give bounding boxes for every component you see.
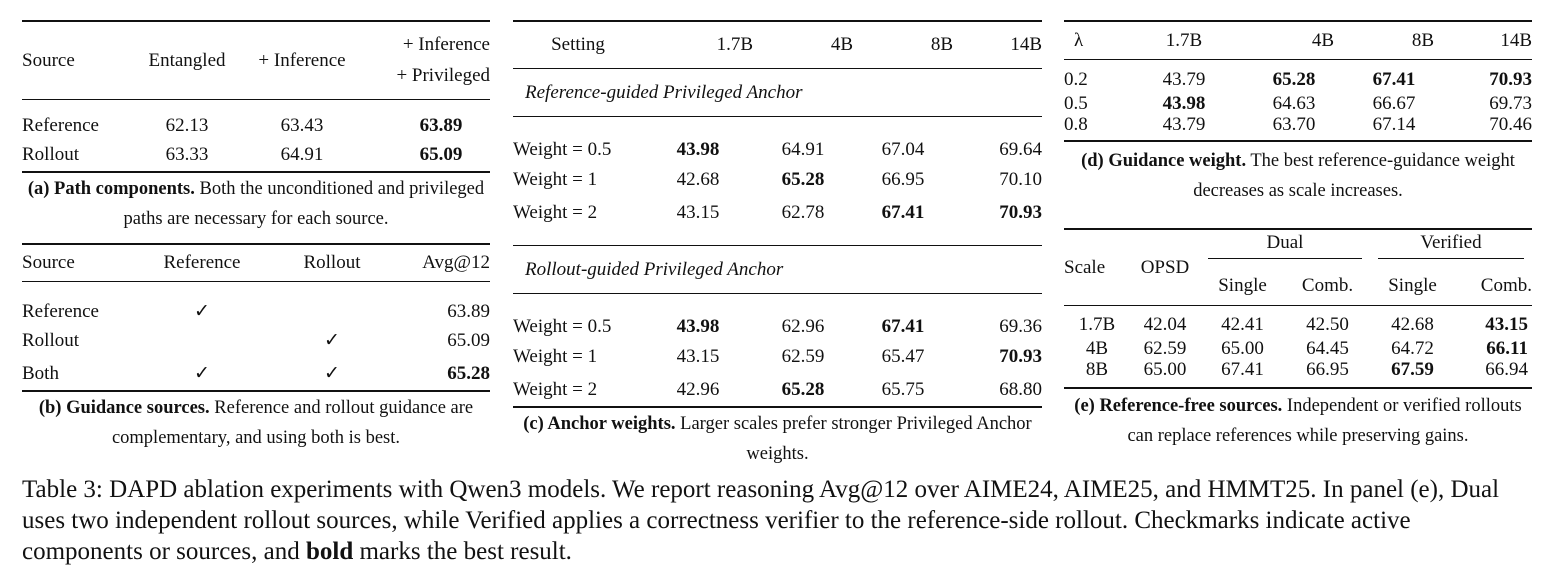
panel-e-cell: 67.59 (1391, 359, 1434, 380)
panel-e-cell: 66.11 (1486, 337, 1528, 359)
check-icon: ✓ (324, 330, 340, 351)
panel-c-cell: 65.28 (781, 168, 825, 190)
panel-e-header-dual-single: Single (1218, 275, 1267, 297)
table-row (513, 116, 1042, 163)
panel-e-table (1064, 228, 1532, 389)
panel-e-cell: 8B (1085, 359, 1109, 380)
panel-a-header-inference: + Inference (258, 49, 346, 71)
panel-c-cell: 65.28 (781, 378, 825, 400)
panel-c-cell: 70.10 (999, 168, 1042, 190)
panel-c-caption-label: (c) Anchor weights. (523, 414, 676, 434)
panel-e-caption (1064, 391, 1532, 451)
panel-d-cell: 43.79 (1162, 69, 1206, 90)
panel-a-cell: 63.33 (165, 144, 209, 165)
panel-a-cell: 65.09 (419, 144, 463, 165)
panel-c-caption-text: Larger scales prefer stronger Privileged Anchor weights. (680, 414, 1032, 464)
panel-a-cell: 63.89 (419, 115, 463, 136)
check-icon (132, 325, 272, 356)
panel-c-cell: 64.91 (781, 139, 825, 160)
panel-c-cell: Weight = 0.5 (513, 316, 612, 337)
table-row (513, 163, 1042, 195)
check-icon: ✓ (194, 362, 210, 384)
panel-c-cell: 42.68 (676, 168, 720, 190)
panel-d-cell: 70.93 (1489, 69, 1532, 90)
panel-c-cell: 62.78 (781, 202, 825, 223)
panel-a-header-line1: + Inference (402, 34, 490, 56)
check-icon: ✓ (194, 301, 210, 322)
panel-c-cell: 66.95 (881, 168, 925, 190)
panel-e-caption-text: Independent or verified rollouts can replace references while preserving gains. (1127, 396, 1522, 446)
panel-e-header-dual-label: Dual (1208, 233, 1362, 259)
panel-b-caption (22, 393, 490, 453)
panel-c-cell: Weight = 1 (513, 168, 598, 190)
panel-a (22, 20, 490, 234)
panel-a-caption-label: (a) Path components. (27, 179, 195, 199)
panel-a-cell: Rollout (22, 144, 80, 165)
panel-e-header-opsd: OPSD (1140, 256, 1190, 278)
panel-d-header-4b: 4B (1311, 29, 1334, 51)
panel-a-header-line2: + Privileged (396, 65, 490, 87)
panel-e-cell: 42.68 (1391, 314, 1434, 335)
table-row (22, 325, 490, 356)
panel-c-header-1-7b: 1.7B (716, 34, 753, 56)
panel-c-cell: 70.93 (999, 202, 1042, 223)
panel-d-cell: 69.73 (1489, 92, 1532, 114)
panel-e-header-scale: Scale (1064, 256, 1106, 278)
panel-e-header-dual-comb: Comb. (1301, 275, 1354, 297)
table-row (22, 138, 490, 172)
table-row (22, 281, 490, 325)
table-row (513, 340, 1042, 372)
panel-e-header-verified-label: Verified (1378, 233, 1524, 259)
panel-c-cell: 43.15 (676, 202, 720, 223)
panel-d-cell: 64.63 (1272, 92, 1316, 114)
panel-d-cell: 0.2 (1064, 69, 1088, 90)
panel-c-header-14b: 14B (1010, 34, 1042, 56)
panel-c-cell: Weight = 1 (513, 345, 598, 367)
panel-c-cell: 65.75 (881, 378, 925, 400)
table-row (513, 372, 1042, 407)
panel-a-header-inference-privileged (362, 21, 490, 99)
panel-c-cell: 69.36 (999, 316, 1042, 337)
panel-c-cell: 62.96 (781, 316, 825, 337)
panel-e-cell: 65.00 (1143, 359, 1187, 380)
panel-c-cell: 65.47 (881, 345, 925, 367)
panel-d (1064, 20, 1532, 206)
check-icon: ✓ (324, 362, 340, 384)
panel-c-cell: 70.93 (999, 345, 1042, 367)
panel-c-spacer (513, 229, 1042, 245)
panel-b-cell: 65.09 (447, 330, 490, 351)
table-caption-text-end: marks the best result. (353, 538, 572, 565)
panel-b-table (22, 243, 490, 392)
panel-d-header-lambda: λ (1074, 29, 1084, 51)
table-row (1064, 305, 1532, 336)
panel-c-cell: Weight = 2 (513, 202, 598, 223)
panel-d-cell: 0.5 (1064, 92, 1088, 114)
panel-e-cell: 62.59 (1143, 337, 1187, 359)
panel-e-cell: 42.04 (1143, 314, 1187, 335)
panel-b-header-avg: Avg@12 (422, 252, 490, 274)
panel-e-header-dual (1200, 229, 1370, 267)
panel-b-cell: Rollout (22, 330, 80, 351)
table-row (1064, 115, 1532, 141)
panel-c-cell: 42.96 (676, 378, 720, 400)
table-row (1064, 59, 1532, 91)
panel-e-cell: 64.72 (1391, 337, 1434, 359)
table-row (513, 293, 1042, 340)
panel-c-caption (513, 409, 1042, 469)
panel-b-header-reference: Reference (163, 252, 241, 274)
panel-b-cell: 65.28 (447, 362, 490, 384)
panel-d-cell: 65.28 (1272, 69, 1316, 90)
panel-e-header-verified-comb: Comb. (1480, 275, 1532, 297)
panel-e-cell: 1.7B (1078, 314, 1116, 335)
table-row (22, 356, 490, 391)
panel-d-cell: 67.41 (1372, 69, 1416, 90)
table-row (1064, 360, 1532, 388)
panel-c-cell: 69.64 (999, 139, 1042, 160)
panel-d-header-1-7b: 1.7B (1165, 29, 1203, 51)
table-row (22, 99, 490, 138)
panel-a-header-source: Source (22, 49, 75, 71)
panel-d-cell: 43.98 (1162, 92, 1206, 114)
table-caption-text: Table 3: DAPD ablation experiments with Qwen3 models. We report reasoning Avg@12 over AIME24, AIME25, and HMMT25. In panel (e), Dual uses two independent rollout sources, while Verified applies a correctness verifier to the reference-side rollout. Checkmarks indicate active components or sources, and (22, 476, 1500, 565)
panel-c-cell: Weight = 0.5 (513, 139, 612, 160)
panel-a-cell: 63.43 (280, 115, 324, 136)
panel-d-header-8b: 8B (1411, 29, 1434, 51)
panel-a-caption (22, 174, 490, 234)
panel-e-cell: 42.41 (1221, 314, 1264, 335)
panel-c (513, 20, 1042, 469)
panel-a-caption-text: Both the unconditioned and privileged paths are necessary for each source. (123, 179, 485, 229)
panel-c-cell: 67.04 (881, 139, 925, 160)
panel-d-cell: 70.46 (1489, 114, 1532, 135)
panel-b-header-source: Source (22, 252, 75, 274)
panel-e-cell: 64.45 (1306, 337, 1349, 359)
panel-c-cell: 62.59 (781, 345, 825, 367)
panel-d-caption-text: The best reference-guidance weight decreases as scale increases. (1193, 151, 1515, 201)
panel-d-cell: 67.14 (1372, 114, 1416, 135)
panel-c-header-4b: 4B (830, 34, 853, 56)
panel-a-header-entangled: Entangled (148, 49, 226, 71)
panel-e-header-verified-single: Single (1388, 275, 1437, 297)
panel-e-caption-label: (e) Reference-free sources. (1074, 396, 1283, 416)
panel-e-header-verified (1370, 229, 1532, 267)
panel-d-caption (1064, 146, 1532, 206)
panel-c-cell: Weight = 2 (513, 378, 598, 400)
panel-c-cell: 43.15 (676, 345, 720, 367)
panel-d-cell: 66.67 (1372, 92, 1416, 114)
panel-a-cell: Reference (22, 115, 99, 136)
panel-a-cell: 64.91 (280, 144, 324, 165)
panel-d-table (1064, 20, 1532, 142)
panel-b (22, 243, 490, 453)
check-icon (272, 281, 392, 325)
panel-e-cell: 66.95 (1306, 359, 1349, 380)
panel-d-caption-label: (d) Guidance weight. (1081, 151, 1247, 171)
table-caption (22, 474, 1537, 567)
panel-c-cell: 68.80 (999, 378, 1042, 400)
panel-c-header-setting: Setting (551, 34, 605, 56)
panel-e-cell: 67.41 (1221, 359, 1264, 380)
panel-e-cell: 4B (1085, 337, 1109, 359)
panel-e-cell: 66.94 (1485, 359, 1528, 380)
panel-e-cell: 65.00 (1221, 337, 1264, 359)
panel-d-cell: 43.79 (1162, 114, 1206, 135)
panel-b-caption-text: Reference and rollout guidance are complementary, and using both is best. (111, 398, 474, 448)
panel-b-caption-label: (b) Guidance sources. (38, 398, 210, 418)
panel-e-cell: 43.15 (1485, 314, 1528, 335)
panel-a-cell: 62.13 (165, 115, 209, 136)
panel-c-cell: 67.41 (881, 316, 925, 337)
panel-c-header-8b: 8B (930, 34, 953, 56)
panel-c-section-rollout: Rollout-guided Privileged Anchor (525, 258, 784, 280)
panel-c-cell: 67.41 (881, 202, 925, 223)
panel-e-cell: 42.50 (1306, 314, 1349, 335)
panel-e (1064, 228, 1532, 451)
panel-d-header-14b: 14B (1500, 29, 1532, 51)
panel-b-header-rollout: Rollout (303, 252, 361, 274)
table-row (1064, 336, 1532, 360)
panel-b-cell: 63.89 (447, 301, 490, 322)
panel-a-table (22, 20, 490, 173)
table-row (1064, 91, 1532, 115)
panel-c-cell: 43.98 (676, 316, 720, 337)
table-caption-bold-word: bold (305, 538, 354, 565)
table-row (513, 195, 1042, 229)
panel-c-section-reference: Reference-guided Privileged Anchor (525, 81, 803, 103)
panel-b-cell: Both (22, 362, 59, 384)
panel-c-cell: 43.98 (676, 139, 720, 160)
panel-c-table (513, 20, 1042, 408)
panel-d-cell: 0.8 (1064, 114, 1088, 135)
panel-d-cell: 63.70 (1272, 114, 1316, 135)
panel-b-cell: Reference (22, 301, 99, 322)
